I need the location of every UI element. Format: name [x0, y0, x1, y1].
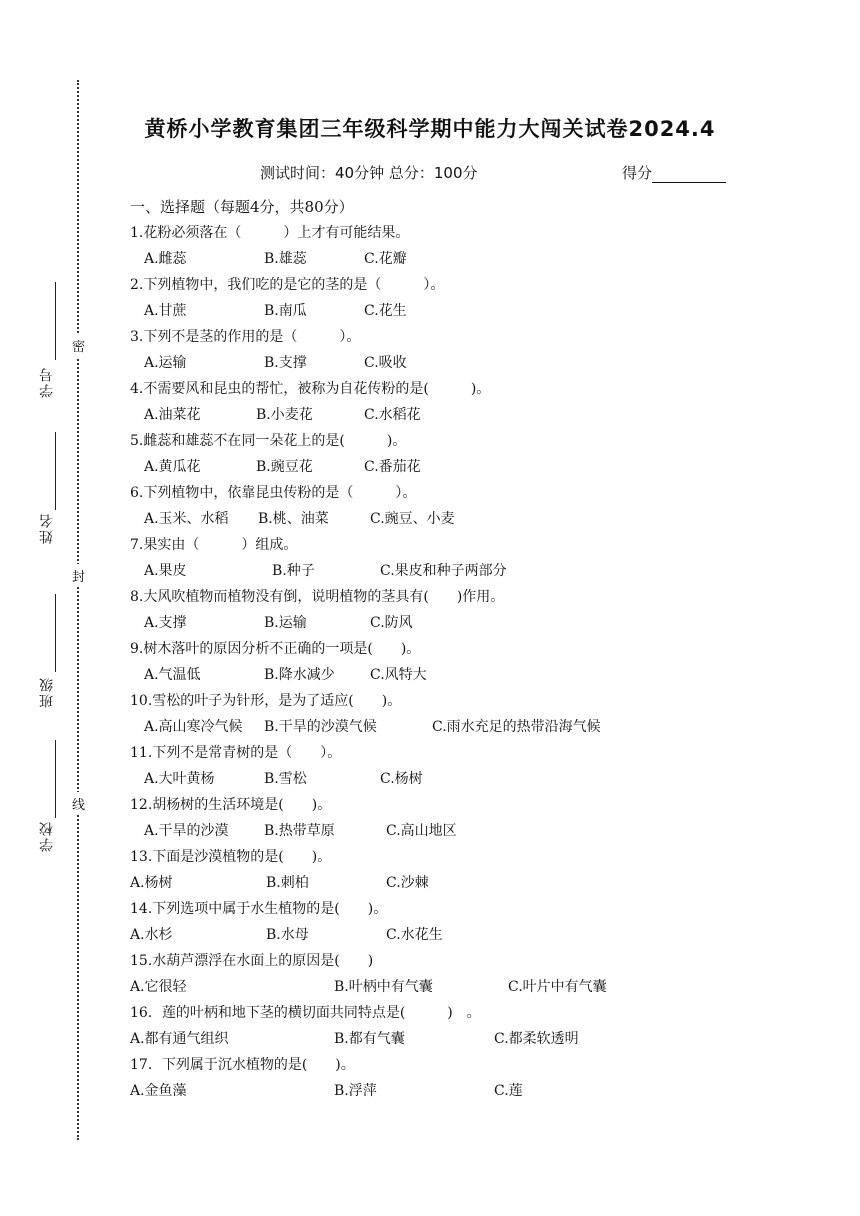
- question-stem: 5.雌蕊和雄蕊不在同一朵花上的是( )。: [130, 433, 407, 449]
- option-b[interactable]: B.种子: [272, 563, 315, 579]
- option-b[interactable]: B.水母: [266, 927, 309, 943]
- question-stem: 17．下列属于沉水植物的是( )。: [130, 1057, 355, 1073]
- question-stem: 6.下列植物中，依靠昆虫传粉的是（ ）。: [130, 485, 417, 501]
- question-item: [130, 324, 770, 376]
- option-c[interactable]: C.叶片中有气囊: [508, 979, 607, 995]
- option-b[interactable]: B.豌豆花: [256, 459, 313, 475]
- option-a[interactable]: A.甘蔗: [144, 303, 187, 319]
- question-options: [130, 298, 770, 324]
- question-item: [130, 1000, 770, 1052]
- score-field: [622, 162, 726, 183]
- question-options: [130, 922, 770, 948]
- question-item: [130, 532, 770, 584]
- question-item: [130, 688, 770, 740]
- question-options: [130, 818, 770, 844]
- question-stem: 2.下列植物中，我们吃的是它的茎的是（ ）。: [130, 277, 445, 293]
- question-options: [130, 402, 770, 428]
- option-a[interactable]: A.杨树: [130, 875, 173, 891]
- question-options: [130, 714, 770, 740]
- option-b[interactable]: B.刺柏: [266, 875, 309, 891]
- question-options: [130, 766, 770, 792]
- question-options: [130, 454, 770, 480]
- option-b[interactable]: B.热带草原: [264, 823, 335, 839]
- question-item: [130, 948, 770, 1000]
- option-c[interactable]: C.沙棘: [386, 875, 429, 891]
- xingming-line: [55, 432, 56, 510]
- option-b[interactable]: B.运输: [264, 615, 307, 631]
- seal-xian: 线: [72, 792, 85, 815]
- option-b[interactable]: B.干旱的沙漠气候: [264, 719, 377, 735]
- question-item: [130, 480, 770, 532]
- question-stem: 7.果实由（ ）组成。: [130, 537, 298, 553]
- option-c[interactable]: C.花瓣: [364, 251, 407, 267]
- option-a[interactable]: A.它很轻: [130, 979, 187, 995]
- question-list: [130, 220, 770, 1104]
- option-a[interactable]: A.金鱼藻: [130, 1083, 187, 1099]
- option-b[interactable]: B.小麦花: [256, 407, 313, 423]
- question-item: [130, 896, 770, 948]
- question-stem: 10.雪松的叶子为针形，是为了适应( )。: [130, 693, 402, 709]
- section-title: 一、选择题（每题4分，共80分）: [130, 198, 354, 216]
- option-a[interactable]: A.运输: [144, 355, 187, 371]
- question-options: [130, 558, 770, 584]
- banji-line: [55, 594, 56, 672]
- xingming-label: 姓名: [39, 512, 55, 544]
- option-c[interactable]: C.雨水充足的热带沿海气候: [432, 719, 601, 735]
- question-item: [130, 792, 770, 844]
- question-stem: 14.下列选项中属于水生植物的是( )。: [130, 901, 388, 917]
- question-item: [130, 1052, 770, 1104]
- option-b[interactable]: B.雄蕊: [264, 251, 307, 267]
- option-a[interactable]: A.高山寒冷气候: [144, 719, 243, 735]
- option-a[interactable]: A.油菜花: [144, 407, 201, 423]
- xuexiao-label: 学校: [39, 820, 55, 852]
- question-stem: 3.下列不是茎的作用的是（ ）。: [130, 329, 361, 345]
- question-item: [130, 428, 770, 480]
- option-c[interactable]: C.莲: [494, 1083, 523, 1099]
- option-c[interactable]: C.番茄花: [364, 459, 421, 475]
- option-c[interactable]: C.花生: [364, 303, 407, 319]
- seal-mi: 密: [72, 334, 85, 357]
- binding-dotted-line: [77, 80, 79, 1140]
- option-a[interactable]: A.干旱的沙漠: [144, 823, 229, 839]
- question-stem: 15.水葫芦漂浮在水面上的原因是( ): [130, 953, 374, 969]
- question-options: [130, 662, 770, 688]
- question-item: [130, 220, 770, 272]
- question-options: [130, 350, 770, 376]
- option-b[interactable]: B.桃、油菜: [258, 511, 329, 527]
- option-a[interactable]: A.黄瓜花: [144, 459, 201, 475]
- question-options: [130, 1078, 770, 1104]
- option-c[interactable]: C.高山地区: [386, 823, 457, 839]
- option-c[interactable]: C.果皮和种子两部分: [380, 563, 507, 579]
- option-b[interactable]: B.南瓜: [264, 303, 307, 319]
- question-item: [130, 584, 770, 636]
- question-options: [130, 610, 770, 636]
- exam-subtitle: 测试时间：40分钟 总分：100分: [260, 164, 478, 182]
- option-a[interactable]: A.都有通气组织: [130, 1031, 229, 1047]
- question-stem: 9.树木落叶的原因分析不正确的一项是( )。: [130, 641, 421, 657]
- option-b[interactable]: B.雪松: [264, 771, 307, 787]
- option-c[interactable]: C.吸收: [364, 355, 407, 371]
- option-a[interactable]: A.气温低: [144, 667, 201, 683]
- question-item: [130, 844, 770, 896]
- option-b[interactable]: B.降水减少: [264, 667, 335, 683]
- question-stem: 13.下面是沙漠植物的是( )。: [130, 849, 332, 865]
- score-blank[interactable]: [652, 166, 726, 183]
- option-b[interactable]: B.支撑: [264, 355, 307, 371]
- option-b[interactable]: B.叶柄中有气囊: [334, 979, 433, 995]
- option-c[interactable]: C.水稻花: [364, 407, 421, 423]
- question-item: [130, 636, 770, 688]
- question-stem: 16．莲的叶柄和地下茎的横切面共同特点是( ) 。: [130, 1005, 481, 1021]
- xuexiao-line: [55, 740, 56, 818]
- option-c[interactable]: C.都柔软透明: [494, 1031, 579, 1047]
- banji-label: 班级: [39, 676, 55, 708]
- question-stem: 8.大风吹植物而植物没有倒，说明植物的茎具有( )作用。: [130, 589, 505, 605]
- exam-title: 黄桥小学教育集团三年级科学期中能力大闯关试卷2024.4: [144, 117, 716, 141]
- score-label: 得分: [622, 164, 653, 182]
- option-a[interactable]: A.支撑: [144, 615, 187, 631]
- question-item: [130, 740, 770, 792]
- question-stem: 1.花粉必须落在（ ）上才有可能结果。: [130, 225, 410, 241]
- seal-feng: 封: [72, 564, 85, 587]
- option-c[interactable]: C.水花生: [386, 927, 443, 943]
- option-a[interactable]: A.玉米、水稻: [144, 511, 229, 527]
- question-stem: 12.胡杨树的生活环境是( )。: [130, 797, 332, 813]
- question-stem: 11.下列不是常青树的是（ ）。: [130, 745, 342, 761]
- question-options: [130, 870, 770, 896]
- question-options: [130, 1026, 770, 1052]
- option-c[interactable]: C.杨树: [380, 771, 423, 787]
- option-b[interactable]: B.浮萍: [334, 1083, 377, 1099]
- xuehao-line: [55, 282, 56, 360]
- xuehao-label: 学号: [39, 366, 55, 398]
- question-item: [130, 272, 770, 324]
- option-a[interactable]: A.雌蕊: [144, 251, 187, 267]
- question-options: [130, 506, 770, 532]
- option-a[interactable]: A.大叶黄杨: [144, 771, 215, 787]
- option-a[interactable]: A.果皮: [144, 563, 187, 579]
- option-c[interactable]: C.豌豆、小麦: [370, 511, 455, 527]
- option-c[interactable]: C.防风: [370, 615, 413, 631]
- question-stem: 4.不需要风和昆虫的帮忙，被称为自花传粉的是( )。: [130, 381, 491, 397]
- option-b[interactable]: B.都有气囊: [334, 1031, 405, 1047]
- question-options: [130, 974, 770, 1000]
- option-c[interactable]: C.风特大: [370, 667, 427, 683]
- question-item: [130, 376, 770, 428]
- question-options: [130, 246, 770, 272]
- option-a[interactable]: A.水杉: [130, 927, 173, 943]
